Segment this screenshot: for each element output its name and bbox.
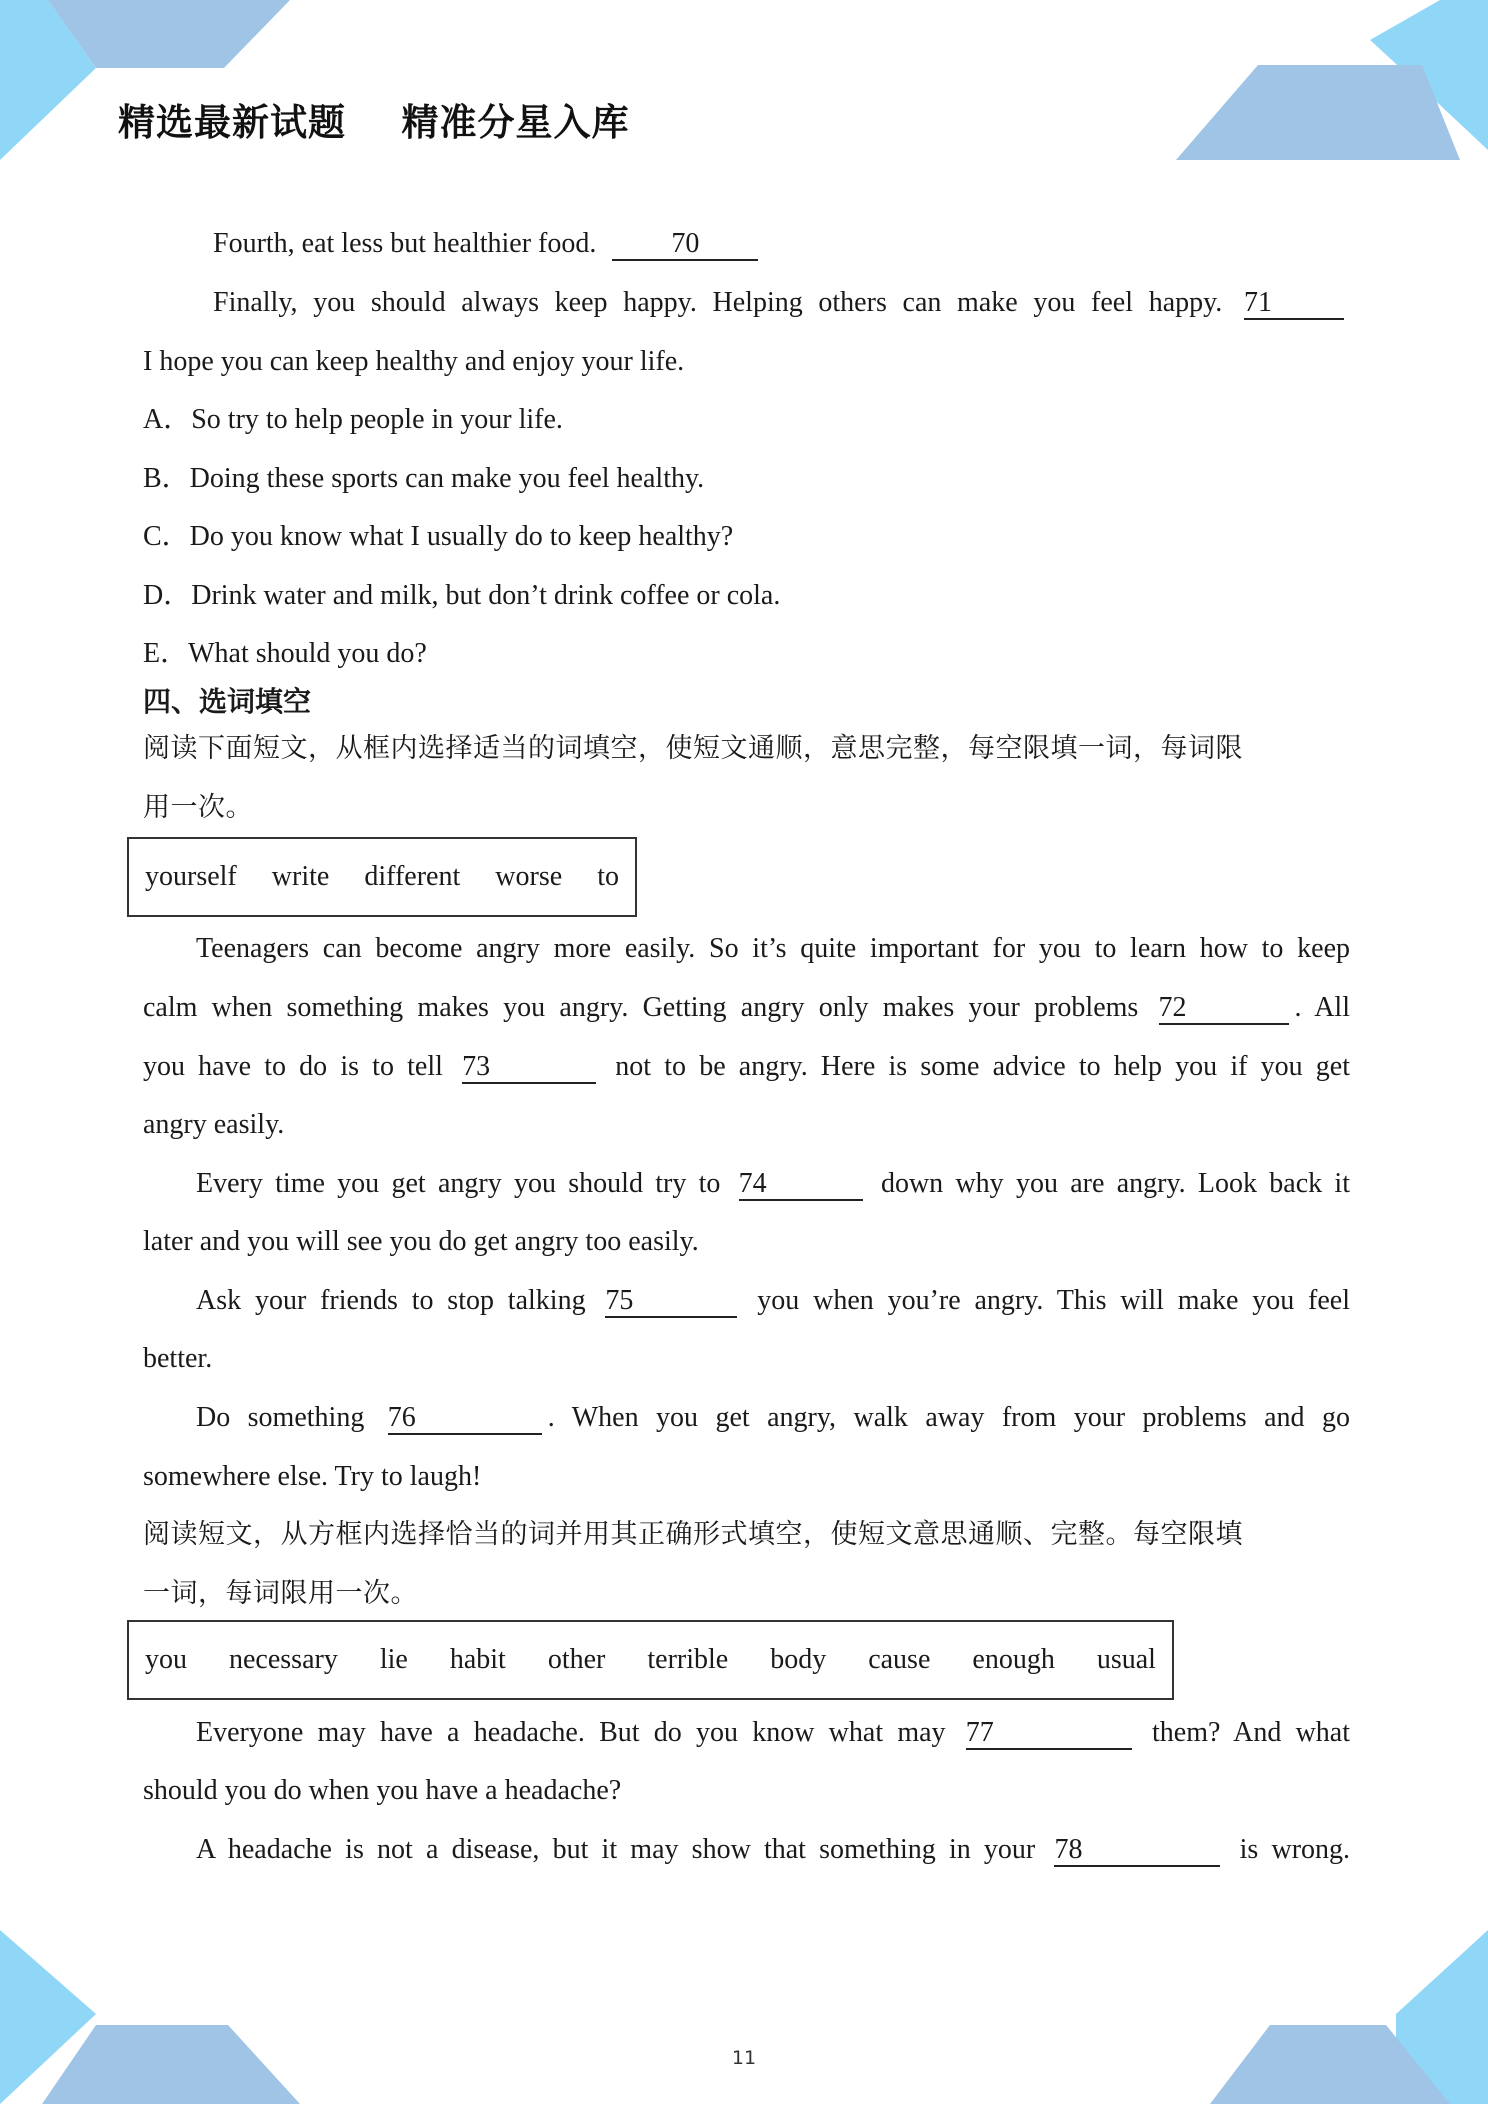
option-c: C．Do you know what I usually do to keep healthy? <box>143 521 734 552</box>
passage1-line: better. <box>143 1343 213 1374</box>
blank-75: 75 <box>605 1286 737 1318</box>
corner-decoration-top-right <box>1170 0 1488 170</box>
passage2-line: Everyone may have a headache. But do you know what may 77 them? And what <box>196 1717 1350 1748</box>
word-box-item: other <box>547 1644 606 1675</box>
passage1-line: Teenagers can become angry more easily. So it’s quite important for you to learn how to keep <box>196 933 1350 964</box>
passage1-line: calm when something makes you angry. Getting angry only makes your problems 72 . All <box>143 992 1350 1023</box>
option-a: A．So try to help people in your life. <box>143 404 563 435</box>
option-e: E．What should you do? <box>143 638 427 669</box>
word-box-item: enough <box>972 1644 1055 1675</box>
blank-74: 74 <box>739 1169 863 1201</box>
passage1-line: somewhere else. Try to laugh! <box>143 1461 482 1492</box>
passage2-line: A headache is not a disease, but it may show that something in your 78 is wrong. <box>196 1834 1351 1865</box>
option-b: B．Doing these sports can make you feel healthy. <box>143 463 705 494</box>
word-box-item: cause <box>868 1644 931 1675</box>
corner-decoration-bottom-left <box>0 1930 310 2104</box>
blank-70: 70 <box>612 229 758 261</box>
word-box-item: lie <box>379 1644 408 1675</box>
closing-sentence: I hope you can keep healthy and enjoy your life. <box>143 346 685 377</box>
page-number: 11 <box>731 2047 757 2069</box>
word-box-item: usual <box>1096 1644 1156 1675</box>
passage1-line: you have to do is to tell 73 not to be angry. Here is some advice to help you if you get <box>143 1051 1351 1082</box>
passage1-line: Ask your friends to stop talking 75 you when you’re angry. This will make you feel <box>196 1285 1351 1316</box>
passage2-line: should you do when you have a headache? <box>143 1775 622 1806</box>
corner-decoration-bottom-right <box>1200 1930 1488 2104</box>
section4-instruction-line1: 阅读下面短文，从框内选择适当的词填空，使短文通顺，意思完整，每空限填一词，每词限 <box>143 733 1243 764</box>
question-line-71: Finally, you should always keep happy. Helping others can make you feel happy. 71 <box>213 283 1350 323</box>
word-box-2 <box>127 1620 1174 1700</box>
passage1-line: Do something 76 . When you get angry, walk away from your problems and go <box>196 1402 1351 1433</box>
header-title: 精选最新试题 精准分星入库 <box>118 101 630 144</box>
word-box-item: worse <box>495 861 563 892</box>
blank-76: 76 <box>388 1403 542 1435</box>
word-box-1 <box>127 837 637 917</box>
section-heading: 四、选词填空 <box>143 685 312 718</box>
passage1-line: Every time you get angry you should try to 74 down why you are angry. Look back it <box>196 1168 1350 1199</box>
section5-instruction-line1: 阅读短文，从方框内选择恰当的词并用其正确形式填空，使短文意思通顺、完整。每空限填 <box>143 1519 1243 1550</box>
passage1-line: angry easily. <box>143 1109 285 1140</box>
blank-72: 72 <box>1159 993 1289 1025</box>
blank-73: 73 <box>462 1052 596 1084</box>
word-box-item: terrible <box>647 1644 729 1675</box>
word-box-item: habit <box>449 1644 506 1675</box>
option-d: D．Drink water and milk, but don’t drink coffee or cola. <box>143 580 781 611</box>
word-box-item: you <box>145 1644 187 1675</box>
blank-77: 77 <box>966 1718 1132 1750</box>
section4-instruction-line2: 用一次。 <box>143 792 253 823</box>
word-box-item: write <box>271 861 330 892</box>
section5-instruction-line2: 一词，每词限用一次。 <box>143 1578 418 1609</box>
word-box-item: body <box>770 1644 827 1675</box>
question-line-70: Fourth, eat less but healthier food. 70 <box>213 224 1350 264</box>
blank-71: 71 <box>1244 288 1344 320</box>
word-box-item: to <box>597 861 619 892</box>
word-box-item: yourself <box>145 861 237 892</box>
word-box-item: necessary <box>229 1644 338 1675</box>
word-box-item: different <box>364 861 461 892</box>
blank-78: 78 <box>1054 1835 1220 1867</box>
passage1-line: later and you will see you do get angry too easily. <box>143 1226 699 1257</box>
